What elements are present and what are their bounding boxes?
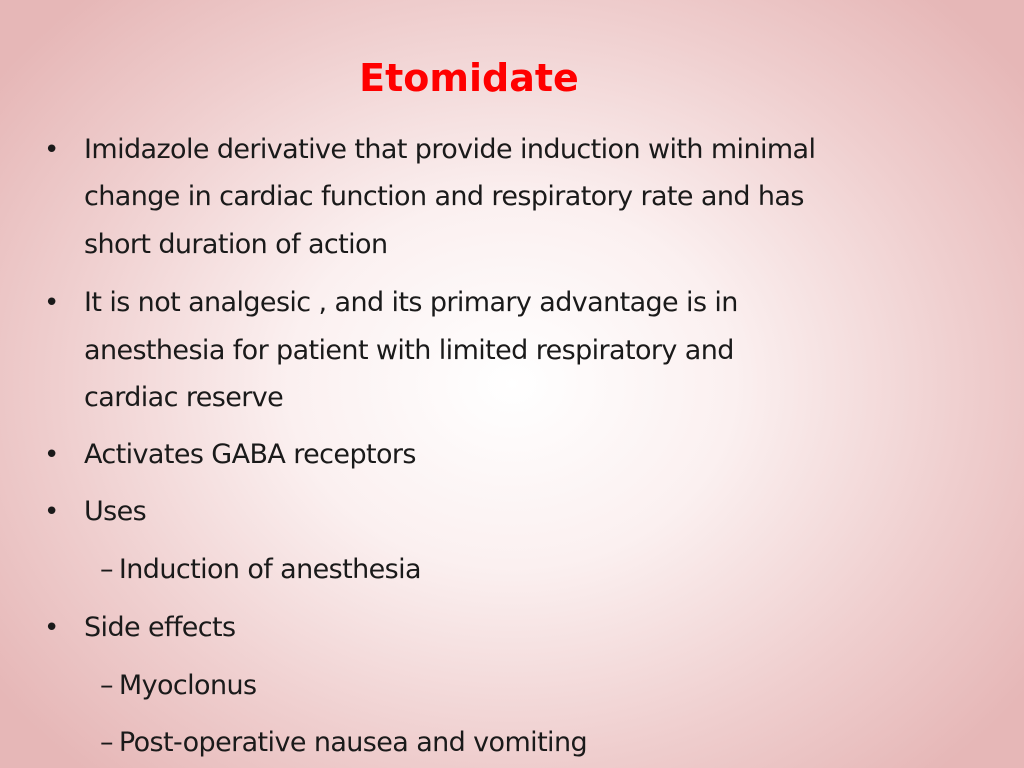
bullet-line: anesthesia for patient with limited respiratory and (84, 335, 734, 366)
sub-bullet-text: Post-operative nausea and vomiting (118, 727, 588, 758)
sub-bullet-item (100, 666, 256, 706)
bullet-line: short duration of action (84, 229, 388, 260)
bullet-line: Imidazole derivative that provide induction with minimal (84, 134, 816, 165)
sub-bullet-item (100, 723, 587, 763)
bullet-marker: • (44, 440, 60, 470)
sub-bullet-text: Myoclonus (118, 670, 257, 701)
sub-bullet-item (100, 550, 421, 590)
bullet-marker: • (44, 135, 60, 165)
dash-marker: – (100, 727, 113, 758)
sub-bullet-text: Induction of anesthesia (118, 554, 421, 585)
bullet-marker: • (44, 288, 60, 318)
bullet-marker: • (44, 613, 60, 643)
dash-marker: – (100, 554, 113, 585)
bullet-line: Activates GABA receptors (84, 439, 416, 470)
bullet-line: It is not analgesic , and its primary advantage is in (84, 287, 738, 318)
bullet-line: change in cardiac function and respiratory rate and has (84, 181, 804, 212)
bullet-line: cardiac reserve (84, 382, 284, 413)
dash-marker: – (100, 670, 113, 701)
slide-title: Etomidate (359, 56, 579, 100)
bullet-marker: • (44, 497, 60, 527)
bullet-line: Side effects (84, 612, 236, 643)
bullet-line: Uses (84, 496, 147, 527)
